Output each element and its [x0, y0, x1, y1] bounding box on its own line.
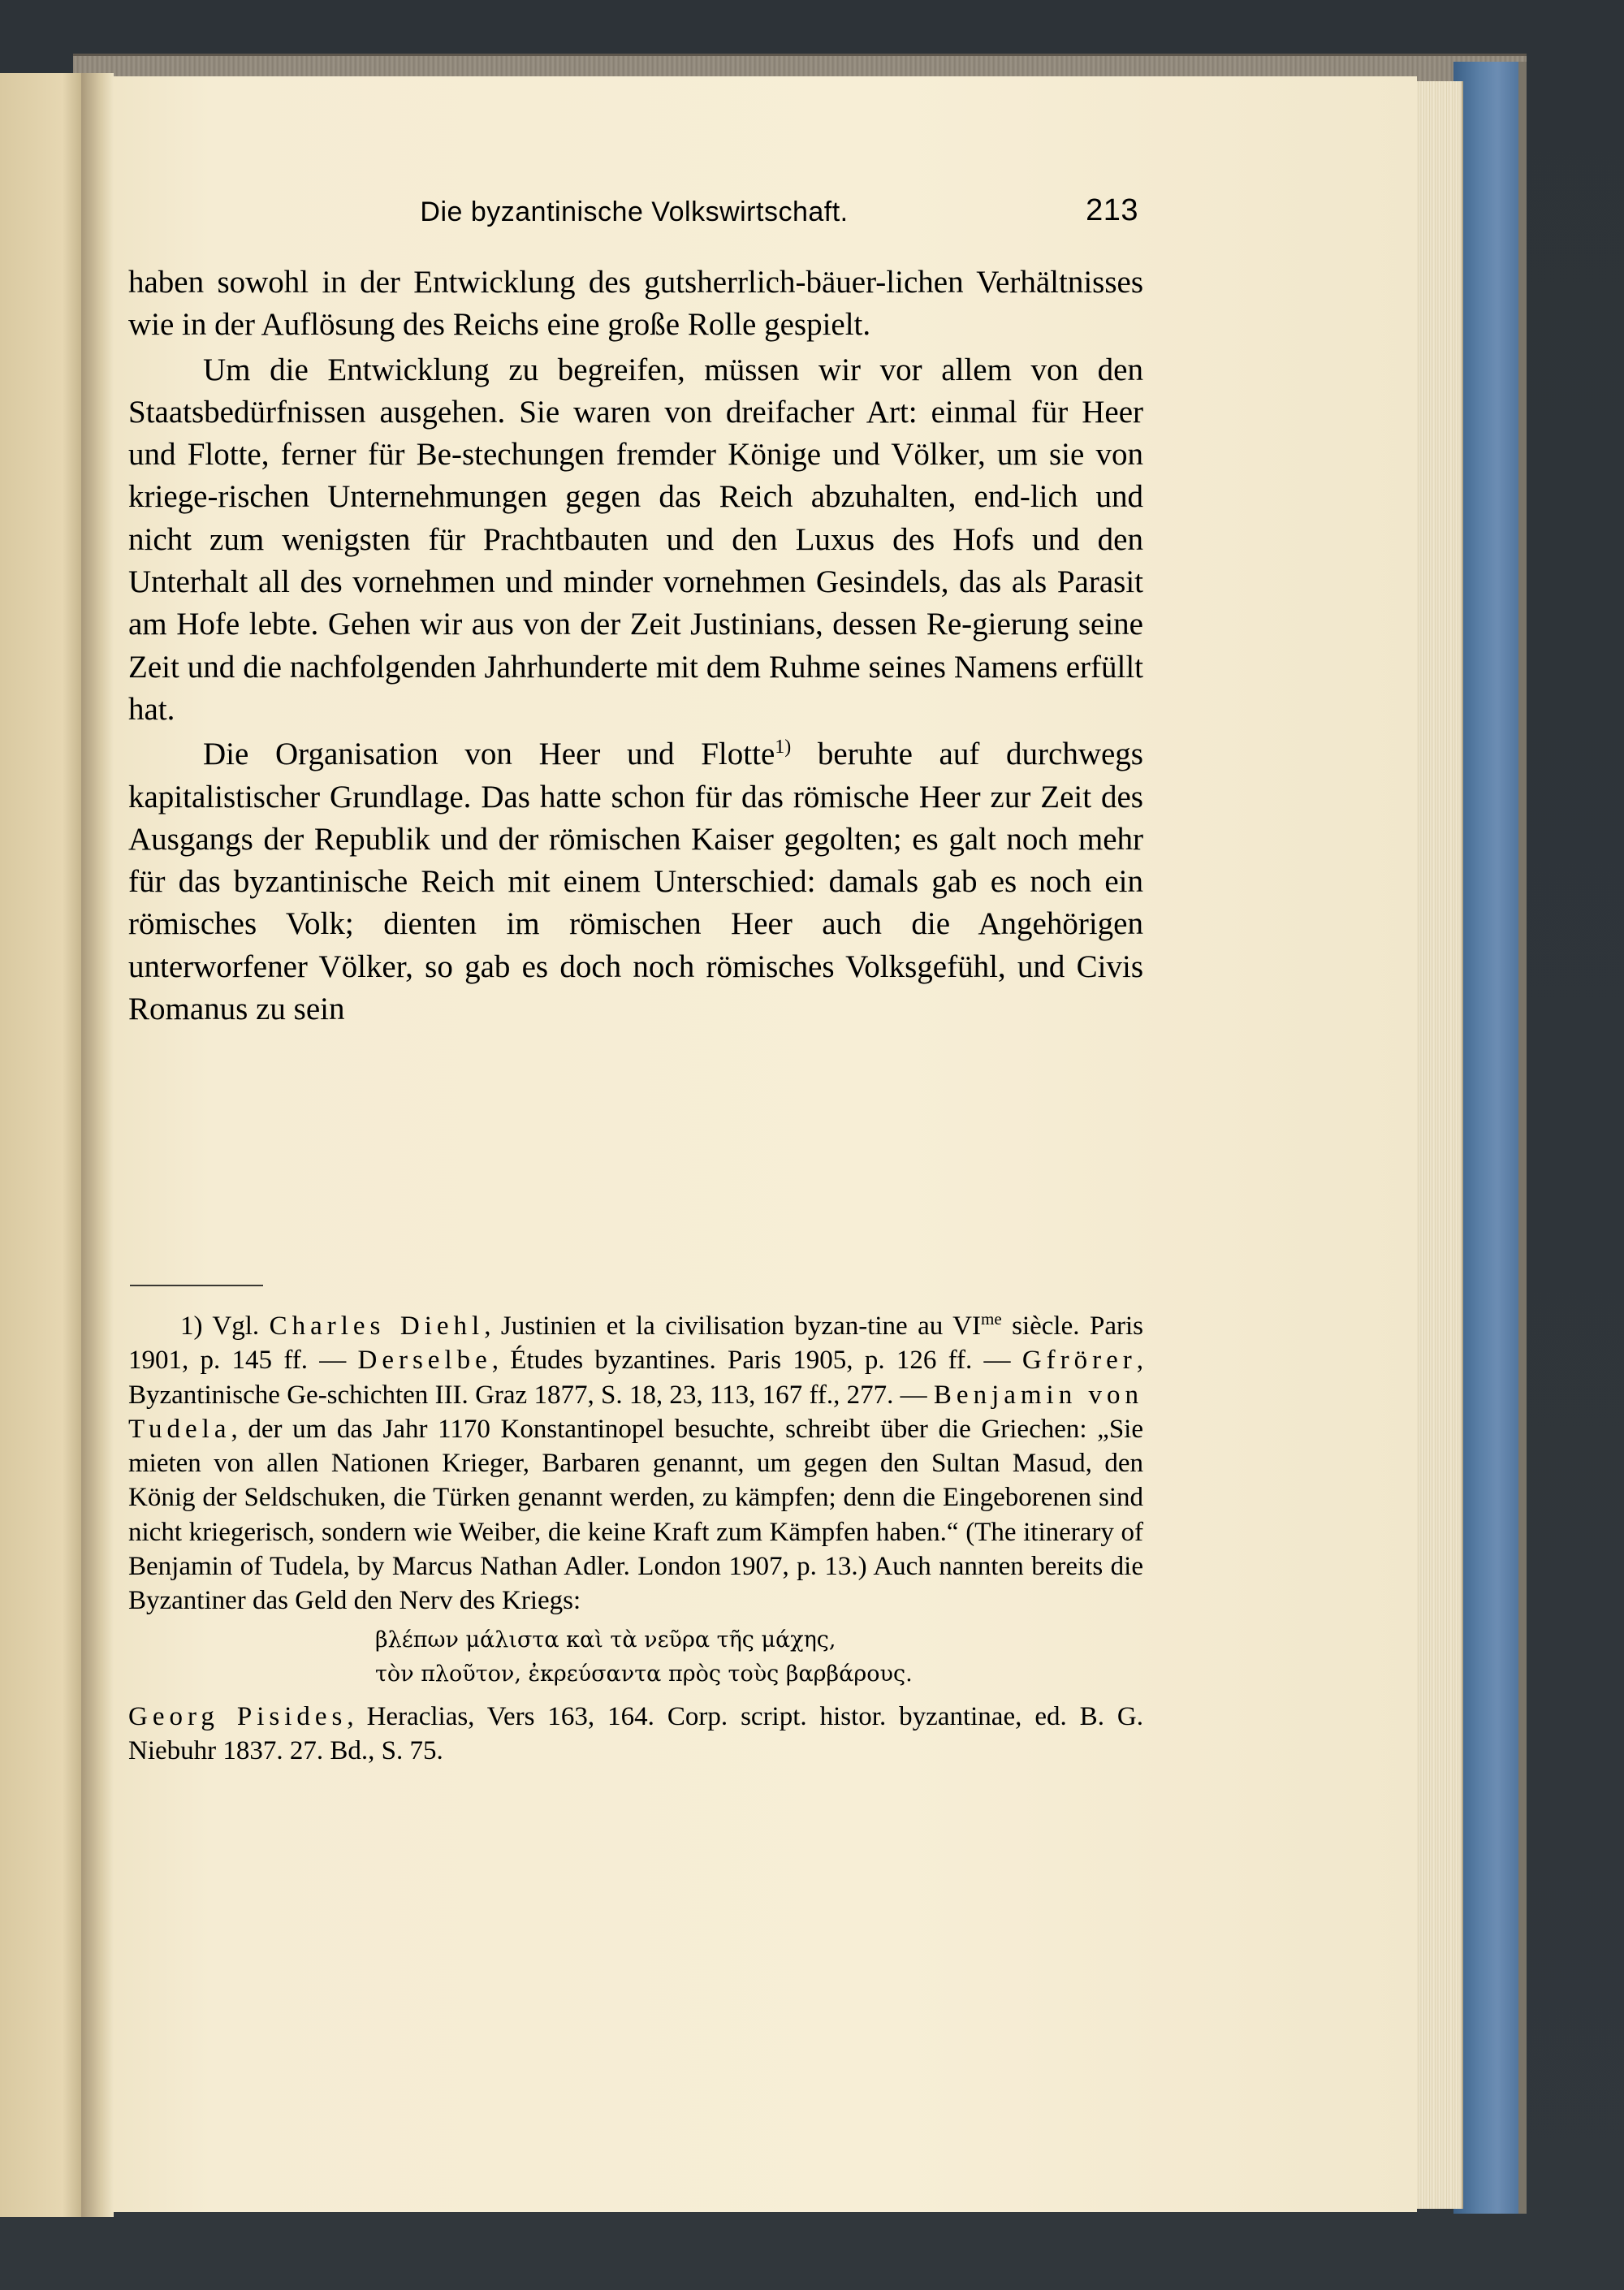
superscript: me — [981, 1309, 1002, 1329]
paragraph-2: Um die Entwicklung zu begreifen, müssen wir vor allem von den Staatsbedürfnissen ausgehen. Sie waren von dreifacher Art: einmal für Heer und Flotte, ferner für Be-stechungen fremder Könige und Völker, um sie von kriege-rischen Unternehmungen gegen das Reich abzuhalten, end-lich und nicht zum wenigsten für Prachtbauten und den Luxus des Hofs und den Unterhalt all des vornehmen und minder vornehmen Gesindels, das als Parasit am Hofe lebte. Gehen wir aus von der Zeit Justinians, dessen Re-gierung seine Zeit und die nachfolgenden Jahrhunderte mit dem Ruhme seines Namens erfüllt hat. — [128, 352, 1143, 727]
facing-page-edge — [0, 73, 89, 2217]
footnote-text: , der um das Jahr 1170 Konstantinopel besuchte, schreibt über die Griechen: „Sie mieten von allen Nationen Krieger, Barbaren genannt, um gegen den Sultan Masud, den König der Seldschuken, die Türken genannt werden, zu kämpfen; denn die Eingeborenen sind nicht kriegerisch, sondern wie Weiber, die keine Kraft zum Kämpfen haben.“ (The itinerary of Benjamin of Tudela, by Marcus Nathan Adler. London 1907, p. 13.) Auch nannten bereits die Byzantiner das Geld den Nerv des Kriegs: — [128, 1414, 1143, 1616]
greek-line-1: βλέπων μάλιστα καὶ τὰ νεῦρα τῆς μάχης, — [375, 1627, 836, 1653]
running-title: Die byzantinische Volkswirtschaft. — [420, 197, 849, 227]
footnote-text: , Études byzantines. Paris 1905, p. 126 ff. — — [491, 1346, 1022, 1376]
footnote-divider — [130, 1285, 263, 1286]
paragraph-3-start: Die Organisation von Heer und Flotte — [203, 737, 775, 772]
paragraph-3 — [128, 733, 1143, 1030]
author-name: Benjamin von Tudela — [128, 1380, 1143, 1444]
footnote-1-marker: 1) Vgl. — [180, 1311, 270, 1341]
author-name: Georg Pisides — [128, 1701, 348, 1731]
book-cover — [1453, 62, 1527, 2214]
body-text — [128, 261, 1143, 1033]
footnote-text: , Justinien et la civilisation byzan-tine au VI — [484, 1311, 981, 1341]
paragraph-3-rest: beruhte auf durchwegs kapitalistischer Grundlage. Das hatte schon für das römische Heer zur Zeit des Ausgangs der Republik und der römischen Kaiser gegolten; es galt noch mehr für das byzantinische Reich mit einem Unterschied: damals gab es noch ein römisches Volk; dienten im römischen Heer auch die Angehörigen unterworfener Völker, so gab es doch noch römisches Volksgefühl, und Civis Romanus zu sein — [128, 737, 1143, 1027]
footnote-source — [128, 1700, 1143, 1769]
greek-line-2: τὸν πλοῦτον, ἐκρεύσαντα πρὸς τοὺς βαρβάρους. — [375, 1661, 913, 1687]
page-stack-edge — [1413, 81, 1463, 2209]
author-name: Gfrörer — [1021, 1346, 1137, 1376]
author-name: Derselbe — [357, 1346, 492, 1376]
running-head — [130, 193, 1138, 242]
page-gutter — [81, 73, 114, 2217]
footnote-1 — [128, 1309, 1143, 1618]
cover-edge — [1518, 62, 1527, 2214]
footnote-text: , Heraclias, Vers 163, 164. Corp. script. histor. byzantinae, ed. B. G. Niebuhr 1837. 27. Bd., S. 75. — [128, 1701, 1143, 1765]
paragraph-1: haben sowohl in der Entwicklung des gutsherrlich-bäuer-lichen Verhältnisses wie in der Auflösung des Reichs eine große Rolle gespielt. — [128, 265, 1143, 343]
greek-quotation — [128, 1623, 1143, 1692]
footnote-text: siècle. Paris 1901, p. 145 ff. — — [128, 1311, 1143, 1376]
footnotes — [128, 1309, 1143, 1768]
footnote-reference: 1) — [775, 737, 792, 758]
author-name: Charles Diehl — [269, 1311, 485, 1341]
page-number: 213 — [1086, 193, 1138, 227]
footnote-text: , Byzantinische Ge-schichten III. Graz 1877, S. 18, 23, 113, 167 ff., 277. — — [128, 1346, 1143, 1410]
